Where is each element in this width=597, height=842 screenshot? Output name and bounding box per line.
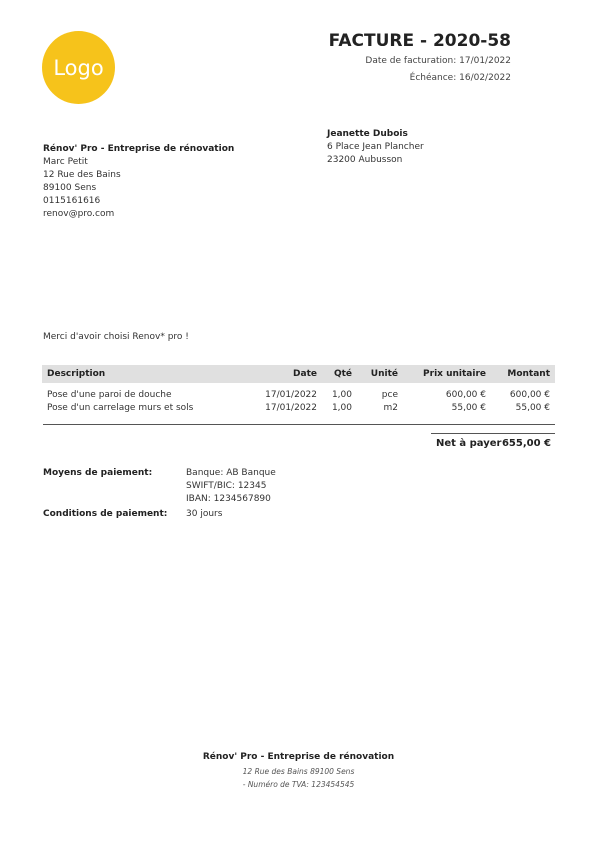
sender-block (43, 143, 234, 221)
payment-methods-label: Moyens de paiement: (43, 468, 153, 478)
sender-name: Marc Petit (43, 157, 88, 167)
col-date-header: Date (293, 369, 317, 379)
total-label: Net à payer (436, 438, 502, 449)
row-2-qty: 1,00 (331, 403, 352, 413)
payment-methods (186, 467, 276, 506)
row-2-amount: 55,00 € (515, 403, 550, 413)
col-unit-header: Unité (370, 369, 398, 379)
row-1-unit-price: 600,00 € (445, 390, 486, 400)
thank-you-message: Merci d'avoir choisi Renov* pro ! (43, 332, 189, 342)
row-2-date: 17/01/2022 (265, 403, 317, 413)
total-value: 655,00 € (501, 438, 551, 449)
row-2-description: Pose d'un carrelage murs et sols (47, 403, 194, 413)
sender-phone: 0115161616 (43, 196, 101, 206)
payment-swift: SWIFT/BIC: 12345 (186, 481, 267, 491)
footer-address: 12 Rue des Bains 89100 Sens (242, 767, 355, 776)
row-1-amount: 600,00 € (509, 390, 550, 400)
client-street: 6 Place Jean Plancher (327, 142, 424, 152)
col-qty-header: Qté (333, 369, 352, 379)
sender-company: Rénov' Pro - Entreprise de rénovation (43, 144, 235, 154)
total-top-divider (431, 433, 555, 434)
company-logo (42, 31, 115, 104)
payment-bank: Banque: AB Banque (186, 468, 276, 478)
sender-street: 12 Rue des Bains (43, 170, 121, 180)
row-1-qty: 1,00 (331, 390, 352, 400)
payment-conditions: 30 jours (186, 509, 223, 519)
sender-email: renov@pro.com (43, 209, 115, 219)
footer-company: Rénov' Pro - Entreprise de rénovation (202, 752, 395, 762)
client-name: Jeanette Dubois (327, 129, 408, 139)
due-date: Échéance: 16/02/2022 (409, 73, 511, 83)
table-bottom-divider (43, 424, 555, 425)
client-block (327, 128, 424, 167)
sender-city: 89100 Sens (43, 183, 97, 193)
row-1-description: Pose d'une paroi de douche (47, 390, 172, 400)
row-2-unit-price: 55,00 € (451, 403, 486, 413)
footer-vat: - Numéro de TVA: 123454545 (242, 780, 355, 789)
payment-conditions-label: Conditions de paiement: (43, 509, 168, 519)
col-unit-price-header: Prix unitaire (423, 369, 486, 379)
row-2-unit: m2 (383, 403, 398, 413)
col-amount-header: Montant (507, 369, 550, 379)
client-city: 23200 Aubusson (327, 155, 403, 165)
row-1-unit: pce (381, 390, 398, 400)
invoice-title: FACTURE - 2020-58 (328, 31, 511, 51)
payment-iban: IBAN: 1234567890 (186, 494, 271, 504)
logo-text: Logo (53, 55, 104, 80)
col-description-header: Description (47, 369, 106, 379)
billing-date: Date de facturation: 17/01/2022 (365, 56, 511, 66)
row-1-date: 17/01/2022 (265, 390, 317, 400)
